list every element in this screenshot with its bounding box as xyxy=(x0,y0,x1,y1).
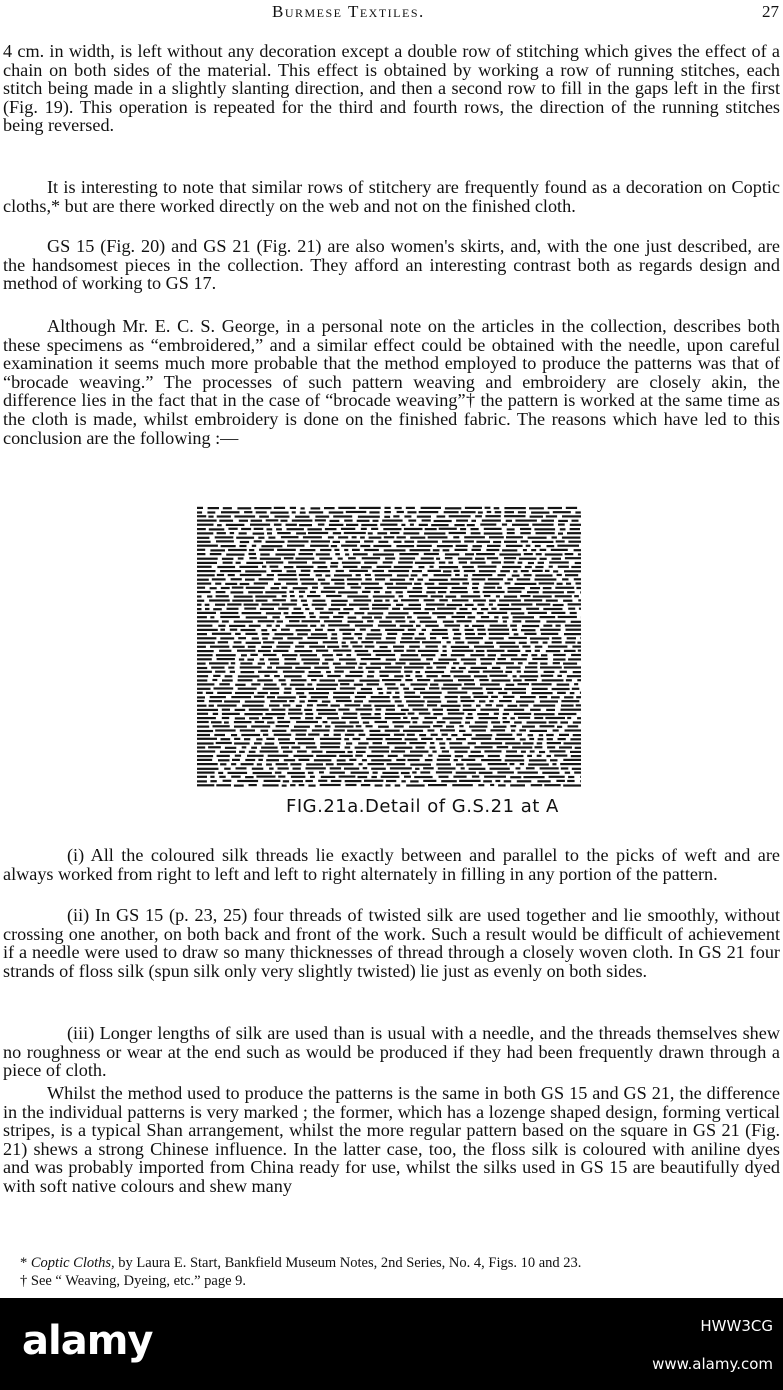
running-title: Burmese Textiles. xyxy=(272,2,425,21)
footnote-2: † See “ Weaving, Dyeing, etc.” page 9. xyxy=(20,1273,247,1289)
footnote-text: by Laura E. Start, Bankfield Museum Notes, 2nd Series, No. 4, Figs. 10 and 23. xyxy=(114,1255,582,1271)
figure-caption: FIG.21a.Detail of G.S.21 at A xyxy=(286,796,559,817)
paragraph-7: (iii) Longer lengths of silk are used than is usual with a needle, and the threads themselves shew no roughness or wear at the end such as would be produced if they had been frequently drawn through a piece of cloth. xyxy=(3,1023,780,1081)
footnote-1 xyxy=(20,1255,780,1271)
paragraph-2: It is interesting to note that similar rows of stitchery are frequently found as a decoration on Coptic cloths,* but are there worked directly on the web and not on the finished cloth. xyxy=(3,177,780,216)
footnote-title: Coptic Cloths, xyxy=(30,1255,115,1271)
image-id: HWW3CG xyxy=(700,1317,773,1335)
stock-url: www.alamy.com xyxy=(652,1355,773,1373)
paragraph-5: (i) All the coloured silk threads lie exactly between and parallel to the picks of weft and are always worked from right to left and left to right alternately in filling in any portion of the pattern. xyxy=(3,845,780,884)
paragraph-8: Whilst the method used to produce the patterns is the same in both GS 15 and GS 21, the difference in the individual patterns is very marked ; the former, which has a lozenge shaped design, forming vertical stripes, is a typical Shan arrangement, whilst the more regular pattern based on the square in GS 21 (Fig. 21) shews a strong Chinese influence. In the latter case, too, the floss silk is coloured with aniline dyes and was probably imported from China ready for use, whilst the silks used in GS 15 are beautifully dyed with soft native colours and shew many xyxy=(3,1083,780,1196)
image-reference xyxy=(652,1316,773,1374)
footnote-marker: * xyxy=(20,1255,31,1271)
paragraph-4: Although Mr. E. C. S. George, in a personal note on the articles in the collection, describes both these specimens as “embroidered,” and a similar effect could be obtained with the needle, upon careful examination it seems much more probable that the method employed to produce the patterns was that of “brocade weaving.” The processes of such pattern weaving and embroidery are closely akin, the difference lies in the fact that in the case of “brocade weaving”† the pattern is worked at the same time as the cloth is made, whilst embroidery is done on the finished fabric. The reasons which have led to this conclusion are the following :— xyxy=(3,316,780,448)
woven-pattern-figure xyxy=(197,505,581,788)
paragraph-3: GS 15 (Fig. 20) and GS 21 (Fig. 21) are also women's skirts, and, with the one just described, are the handsomest pieces in the collection. They afford an interesting contrast both as regards design and method of working to GS 17. xyxy=(3,236,780,294)
page-number: 27 xyxy=(762,2,779,21)
alamy-logo: alamy xyxy=(22,1318,153,1364)
watermark-banner xyxy=(0,1298,783,1390)
paragraph-1: 4 cm. in width, is left without any decoration except a double row of stitching which gives the effect of a chain on both sides of the material. This effect is obtained by working a row of running stitches, each stitch being made in a slightly slanting direction, and then a second row to fill in the gaps left in the first (Fig. 19). This operation is repeated for the third and fourth rows, the direction of the running stitches being reversed. xyxy=(3,41,780,136)
paragraph-6: (ii) In GS 15 (p. 23, 25) four threads of twisted silk are used together and lie smoothly, without crossing one another, on both back and front of the work. Such a result would be difficult of achievement if a needle were used to draw so many thicknesses of thread through a closely woven cloth. In GS 21 four strands of floss silk (spun silk only very slightly twisted) lie just as evenly on both sides. xyxy=(3,905,780,981)
running-head xyxy=(0,2,783,22)
